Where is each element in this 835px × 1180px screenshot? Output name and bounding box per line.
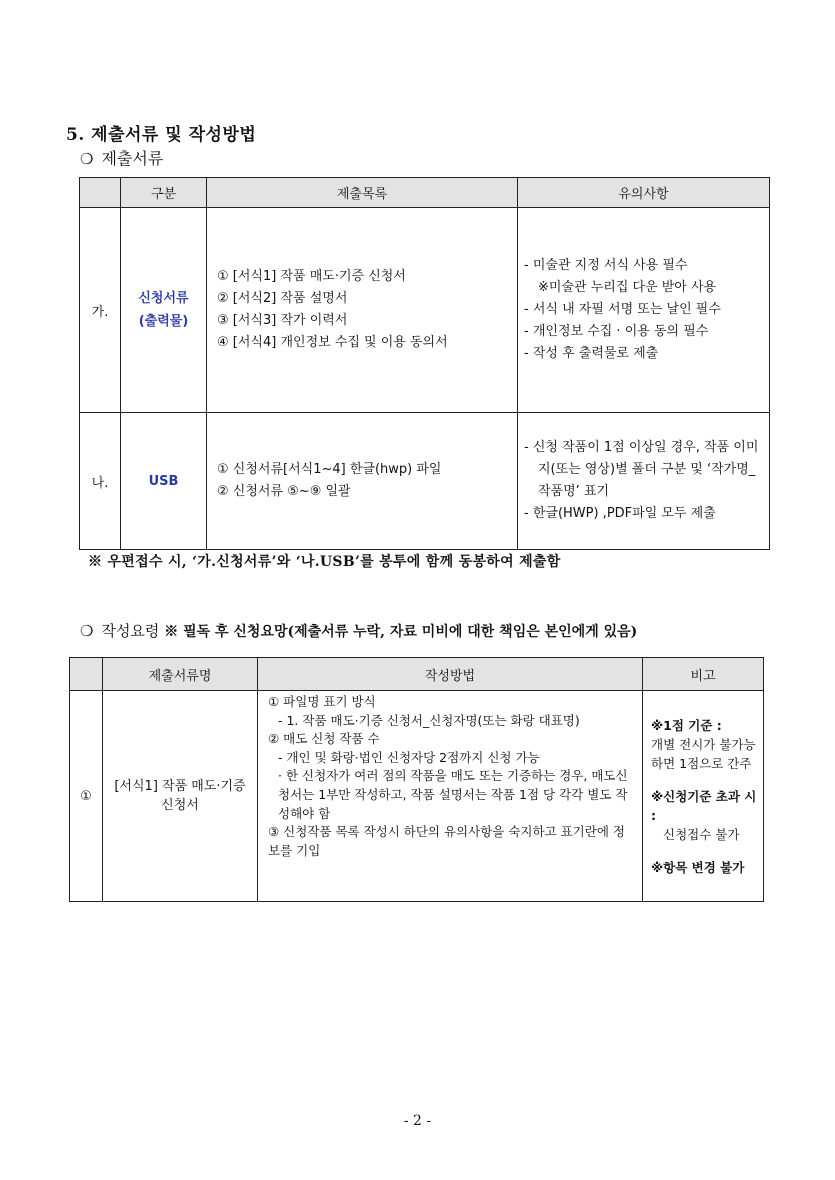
page-number: - 2 - (403, 1113, 432, 1129)
method-subitem: - 개인 및 화랑·법인 신청자당 2점까지 신청 가능 (278, 749, 540, 765)
method-item: ② 매도 신청 작품 수 (268, 731, 380, 747)
list-item: ③ [서식3] 작가 이력서 (217, 313, 348, 328)
note-item: - 한글(HWP) ,PDF파일 모두 제출 (524, 506, 716, 521)
doc-name-line: [서식1] 작품 매도·기증 (114, 779, 246, 794)
remark-title: ※신청기준 초과 시 : (651, 788, 757, 823)
row-category (121, 208, 207, 413)
note-item: - 개인정보 수집 · 이용 동의 필수 (524, 324, 709, 339)
note-item: - 서식 내 자필 서명 또는 날인 필수 (524, 302, 721, 317)
method-subitem: · 한 신청자가 여러 점의 작품을 매도 또는 기증하는 경우, 매도신청서는 1부만 작성하고, 작품 설명서는 작품 1점 당 각각 별도 작성해야 함 (278, 768, 628, 821)
circle-bullet-icon: ❍ (80, 150, 94, 168)
doc-name-line: 신청서 (161, 798, 199, 813)
list-item: ① [서식1] 작품 매도·기증 신청서 (217, 269, 406, 284)
list-item: ② 신청서류 ⑤~⑨ 일괄 (217, 484, 351, 499)
remark-title: ※1점 기준 : (651, 717, 722, 733)
note-item: - 미술관 지정 서식 사용 필수 (524, 258, 688, 273)
table-row (70, 691, 764, 902)
postal-footnote: ※ 우편접수 시, ‘가.신청서류’와 ‘나.USB’를 봉투에 함께 동봉하여 제출함 (88, 554, 561, 570)
method-item: ③ 신청작품 목록 작성시 하단의 유의사항을 숙지하고 표기란에 정보를 기입 (268, 824, 625, 858)
remark-line: 신청접수 불가 (663, 826, 740, 842)
header-category: 구분 (121, 178, 207, 208)
list-item: ① 신청서류[서식1~4] 한글(hwp) 파일 (217, 462, 442, 477)
must-read-notice: ※ 필독 후 신청요망(제출서류 누락, 자료 미비에 대한 책임은 본인에게 있음) (164, 624, 638, 640)
remark-line: 개별 전시가 불가능 (651, 736, 756, 752)
subsection-label: 작성요령 (101, 622, 160, 640)
row-remark (643, 691, 764, 902)
submission-docs-table (79, 177, 770, 550)
subsection-writing-guide (80, 620, 637, 641)
subsection-label: 제출서류 (101, 149, 164, 168)
subsection-submission-docs (80, 146, 163, 169)
row-num: 나. (80, 413, 121, 550)
section-title: 5. 제출서류 및 작성방법 (66, 125, 257, 145)
row-num: ① (70, 691, 103, 902)
table-row (80, 413, 770, 550)
header-doc-name: 제출서류명 (103, 658, 258, 691)
remark-title: ※항목 변경 불가 (651, 859, 745, 875)
method-item: ① 파일명 표기 방식 (268, 694, 376, 709)
header-method: 작성방법 (258, 658, 643, 691)
category-line: (출력물) (138, 314, 189, 329)
header-num (70, 658, 103, 691)
row-method (258, 691, 643, 902)
table-row (80, 208, 770, 413)
row-submit-list (207, 208, 518, 413)
header-num (80, 178, 121, 208)
list-item: ② [서식2] 작품 설명서 (217, 291, 348, 306)
header-remark: 비고 (643, 658, 764, 691)
note-item: - 작성 후 출력물로 제출 (524, 346, 659, 361)
row-notes (518, 413, 770, 550)
writing-guide-table (69, 657, 764, 902)
row-submit-list (207, 413, 518, 550)
header-notes: 유의사항 (518, 178, 770, 208)
row-doc-name (103, 691, 258, 902)
category-line: 신청서류 (138, 291, 189, 306)
row-notes (518, 208, 770, 413)
method-subitem: - 1. 작품 매도·기증 신청서_신청자명(또는 화랑 대표명) (278, 712, 580, 728)
list-item: ④ [서식4] 개인정보 수집 및 이용 동의서 (217, 335, 448, 350)
remark-line: 하면 1점으로 간주 (651, 755, 752, 771)
table-header-row (70, 658, 764, 691)
header-submit-list: 제출목록 (207, 178, 518, 208)
row-category: USB (121, 413, 207, 550)
table-header-row (80, 178, 770, 208)
row-num: 가. (80, 208, 121, 413)
note-item: - 신청 작품이 1점 이상일 경우, 작품 이미지(또는 영상)별 폴더 구분 및 ‘작가명_작품명’ 표기 (524, 440, 759, 499)
circle-bullet-icon: ❍ (80, 622, 94, 640)
note-subitem: ※미술관 누리집 다운 받아 사용 (538, 280, 717, 295)
